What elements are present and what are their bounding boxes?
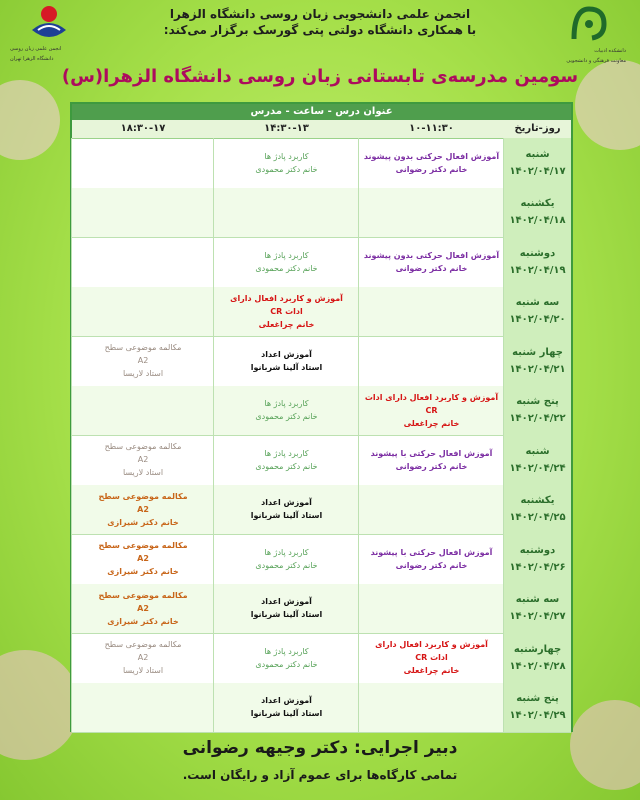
session-title: آموزش اعداد bbox=[261, 597, 312, 607]
session-cell-s3 bbox=[71, 683, 214, 733]
session-title: مکالمه موضوعی سطح bbox=[104, 343, 182, 353]
day-date: ۱۴۰۲/۰۴/۲۷ bbox=[509, 611, 566, 623]
day-date-cell bbox=[503, 534, 571, 584]
session-detail: A2 bbox=[137, 603, 149, 613]
session-cell-s1 bbox=[358, 435, 504, 485]
executive-secretary: دبیر اجرایی: دکتر وجیهه رضوانی bbox=[182, 738, 458, 758]
session-detail: خانم چراغعلی bbox=[403, 418, 460, 428]
session-detail: استاد لاریسا bbox=[122, 468, 164, 478]
session-title: آموزش و کاربرد افعال دارای bbox=[375, 640, 488, 650]
session-title: کاربرد پادژ ها bbox=[264, 399, 309, 409]
day-date: ۱۴۰۲/۰۴/۲۲ bbox=[509, 413, 566, 425]
day-name: دوشنبه bbox=[519, 544, 556, 556]
day-date: ۱۴۰۲/۰۴/۱۷ bbox=[509, 165, 566, 177]
university-logo-icon bbox=[564, 4, 614, 46]
session-cell-s1 bbox=[358, 386, 504, 436]
day-name: پنج شنبه bbox=[516, 396, 559, 408]
session-title: آموزش و کاربرد افعال دارای ادات CR bbox=[364, 392, 499, 415]
session-detail: استاد آلینا شربانوا bbox=[250, 362, 323, 372]
session-title: آموزش اعداد bbox=[261, 349, 312, 359]
session-cell-s1 bbox=[358, 633, 504, 683]
session-cell-s1 bbox=[358, 534, 504, 584]
session-title: آموزش اعداد bbox=[261, 696, 312, 706]
session-detail: A2 bbox=[137, 455, 149, 465]
logo-right-line1: دانشکده ادبیات bbox=[594, 48, 626, 54]
logo-left-line1: انجمن علمی زبان روسی bbox=[10, 46, 62, 52]
session-title: کاربرد پادژ ها bbox=[264, 250, 309, 260]
day-date: ۱۴۰۲/۰۴/۲۴ bbox=[509, 462, 566, 474]
session-detail: خانم دکتر محمودی bbox=[255, 164, 318, 174]
university-logo bbox=[544, 4, 634, 74]
session-detail: استاد لاریسا bbox=[122, 369, 164, 379]
logo-right-line2: معاونت فرهنگی و دانشجویی bbox=[566, 58, 626, 64]
session-cell-s2 bbox=[213, 584, 359, 634]
header-slot-morning: ۱۰-۱۱:۳۰ bbox=[409, 123, 454, 134]
session-cell-s3 bbox=[71, 237, 214, 287]
session-detail: خانم دکتر محمودی bbox=[255, 412, 318, 422]
session-detail: خانم دکتر شیرازی bbox=[107, 567, 179, 577]
session-detail: خانم دکتر محمودی bbox=[255, 659, 318, 669]
session-title: مکالمه موضوعی سطح bbox=[104, 640, 182, 650]
session-detail: A2 bbox=[137, 653, 149, 663]
session-title: آموزش افعال حرکتی با پیشوند bbox=[370, 448, 493, 458]
day-date: ۱۴۰۲/۰۴/۲۵ bbox=[509, 512, 566, 524]
session-detail: خانم دکتر محمودی bbox=[255, 560, 318, 570]
day-date-cell bbox=[503, 386, 571, 436]
session-detail: خانم دکتر شیرازی bbox=[107, 517, 179, 527]
schedule-table bbox=[70, 102, 573, 732]
session-detail: خانم چراغعلی bbox=[258, 319, 315, 329]
session-cell-s2 bbox=[213, 287, 359, 337]
day-name: پنج شنبه bbox=[516, 693, 559, 705]
session-cell-s2 bbox=[213, 336, 359, 386]
day-date-cell bbox=[503, 287, 571, 337]
session-cell-s3 bbox=[71, 287, 214, 337]
session-detail: خانم چراغعلی bbox=[403, 666, 460, 676]
day-date: ۱۴۰۲/۰۴/۲۹ bbox=[509, 710, 566, 722]
day-name: شنبه bbox=[525, 445, 550, 457]
day-date-cell bbox=[503, 138, 571, 188]
day-date: ۱۴۰۲/۰۴/۲۱ bbox=[509, 363, 566, 375]
session-cell-s2 bbox=[213, 237, 359, 287]
table-row bbox=[72, 287, 571, 338]
session-cell-s2 bbox=[213, 683, 359, 733]
session-cell-s1 bbox=[358, 287, 504, 337]
session-title: کاربرد پادژ ها bbox=[264, 448, 309, 458]
table-row bbox=[72, 386, 571, 437]
day-date-cell bbox=[503, 435, 571, 485]
session-title: آموزش افعال حرکتی با پیشوند bbox=[370, 547, 493, 557]
session-cell-s1 bbox=[358, 138, 504, 188]
day-date-cell bbox=[503, 633, 571, 683]
table-row bbox=[72, 584, 571, 635]
session-cell-s3 bbox=[71, 534, 214, 584]
day-date: ۱۴۰۲/۰۴/۱۸ bbox=[509, 215, 566, 227]
day-date-cell bbox=[503, 188, 571, 238]
session-cell-s3 bbox=[71, 485, 214, 535]
day-date: ۱۴۰۲/۰۴/۲۶ bbox=[509, 561, 566, 573]
session-title: آموزش افعال حرکتی بدون پیشوند bbox=[363, 250, 500, 260]
session-cell-s1 bbox=[358, 485, 504, 535]
day-date-cell bbox=[503, 237, 571, 287]
day-date: ۱۴۰۲/۰۴/۲۰ bbox=[509, 314, 566, 326]
session-detail: خانم دکتر رضوانی bbox=[395, 560, 468, 570]
table-row bbox=[72, 633, 571, 684]
session-detail: A2 bbox=[137, 554, 149, 564]
day-date: ۱۴۰۲/۰۴/۲۸ bbox=[509, 660, 566, 672]
session-title: آموزش و کاربرد افعال دارای bbox=[230, 293, 343, 303]
session-detail: ادات CR bbox=[270, 306, 303, 316]
table-row bbox=[72, 534, 571, 585]
table-row bbox=[72, 485, 571, 536]
session-title: کاربرد پادژ ها bbox=[264, 646, 309, 656]
session-cell-s1 bbox=[358, 584, 504, 634]
header-slot-afternoon: ۱۴:۳۰-۱۳ bbox=[264, 123, 309, 134]
session-cell-s2 bbox=[213, 386, 359, 436]
logo-left-line2: دانشگاه الزهرا تهران bbox=[10, 56, 54, 62]
day-date-cell bbox=[503, 584, 571, 634]
session-title: کاربرد پادژ ها bbox=[264, 151, 309, 161]
day-date-cell bbox=[503, 683, 571, 733]
session-title: مکالمه موضوعی سطح bbox=[104, 442, 182, 452]
table-row bbox=[72, 336, 571, 387]
day-name: شنبه bbox=[525, 148, 550, 160]
session-cell-s3 bbox=[71, 138, 214, 188]
session-cell-s2 bbox=[213, 485, 359, 535]
session-cell-s3 bbox=[71, 633, 214, 683]
session-cell-s2 bbox=[213, 188, 359, 238]
day-name: یکشنبه bbox=[520, 495, 555, 507]
day-date-cell bbox=[503, 485, 571, 535]
organizer-text bbox=[110, 6, 530, 38]
page-title: سومین مدرسه‌ی تابستانی زبان روسی دانشگاه الزهرا(س) bbox=[61, 66, 579, 87]
session-title: مکالمه موضوعی سطح bbox=[98, 491, 188, 501]
session-detail: خانم دکتر محمودی bbox=[255, 461, 318, 471]
organizer-line1: انجمن علمی دانشجویی زبان روسی دانشگاه الزهرا bbox=[169, 7, 471, 21]
table-row bbox=[72, 435, 571, 486]
table-row bbox=[72, 138, 571, 189]
day-date-cell bbox=[503, 336, 571, 386]
session-detail: استاد آلینا شربانوا bbox=[250, 610, 323, 620]
session-detail: خانم دکتر رضوانی bbox=[395, 164, 468, 174]
session-cell-s2 bbox=[213, 138, 359, 188]
day-name: یکشنبه bbox=[520, 198, 555, 210]
table-row bbox=[72, 683, 571, 734]
society-logo bbox=[4, 4, 94, 74]
session-cell-s1 bbox=[358, 237, 504, 287]
table-row bbox=[72, 188, 571, 239]
session-cell-s3 bbox=[71, 188, 214, 238]
header-day-date: روز-تاریخ bbox=[514, 123, 561, 134]
free-admission-note: تمامی کارگاه‌ها برای عموم آزاد و رایگان است. bbox=[182, 768, 458, 782]
session-detail: خانم دکتر شیرازی bbox=[107, 616, 179, 626]
society-logo-icon bbox=[24, 4, 74, 46]
session-cell-s3 bbox=[71, 435, 214, 485]
session-cell-s2 bbox=[213, 534, 359, 584]
day-date: ۱۴۰۲/۰۴/۱۹ bbox=[509, 264, 566, 276]
session-detail: خانم دکتر رضوانی bbox=[395, 263, 468, 273]
session-cell-s1 bbox=[358, 188, 504, 238]
day-name: سه شنبه bbox=[515, 594, 560, 606]
session-title: کاربرد پادژ ها bbox=[264, 547, 309, 557]
day-name: دوشنبه bbox=[519, 247, 556, 259]
session-cell-s3 bbox=[71, 386, 214, 436]
session-cell-s1 bbox=[358, 336, 504, 386]
session-detail: استاد آلینا شربانوا bbox=[250, 511, 323, 521]
day-name: چهار شنبه bbox=[512, 346, 563, 358]
session-detail: A2 bbox=[137, 356, 149, 366]
session-detail: خانم دکتر محمودی bbox=[255, 263, 318, 273]
header-slot-evening: ۱۸:۳۰-۱۷ bbox=[120, 123, 166, 134]
session-cell-s3 bbox=[71, 584, 214, 634]
session-detail: خانم دکتر رضوانی bbox=[395, 461, 468, 471]
session-cell-s3 bbox=[71, 336, 214, 386]
table-group-header: عنوان درس - ساعت - مدرس bbox=[72, 104, 571, 120]
session-detail: A2 bbox=[137, 504, 149, 514]
session-detail: استاد لاریسا bbox=[122, 666, 164, 676]
session-title: مکالمه موضوعی سطح bbox=[98, 541, 188, 551]
table-row bbox=[72, 237, 571, 288]
session-title: آموزش اعداد bbox=[261, 498, 312, 508]
session-detail: ادات CR bbox=[415, 653, 448, 663]
session-title: آموزش افعال حرکتی بدون پیشوند bbox=[363, 151, 500, 161]
day-name: چهارشنبه bbox=[513, 643, 562, 655]
table-header-row bbox=[72, 120, 571, 139]
day-name: سه شنبه bbox=[515, 297, 560, 309]
session-detail: استاد آلینا شربانوا bbox=[250, 709, 323, 719]
session-cell-s2 bbox=[213, 435, 359, 485]
flower-decoration bbox=[0, 80, 60, 160]
session-cell-s1 bbox=[358, 683, 504, 733]
session-cell-s2 bbox=[213, 633, 359, 683]
session-title: مکالمه موضوعی سطح bbox=[98, 590, 188, 600]
organizer-line2: با همکاری دانشگاه دولتی پتی گورسک برگزار می‌کند: bbox=[163, 23, 477, 37]
